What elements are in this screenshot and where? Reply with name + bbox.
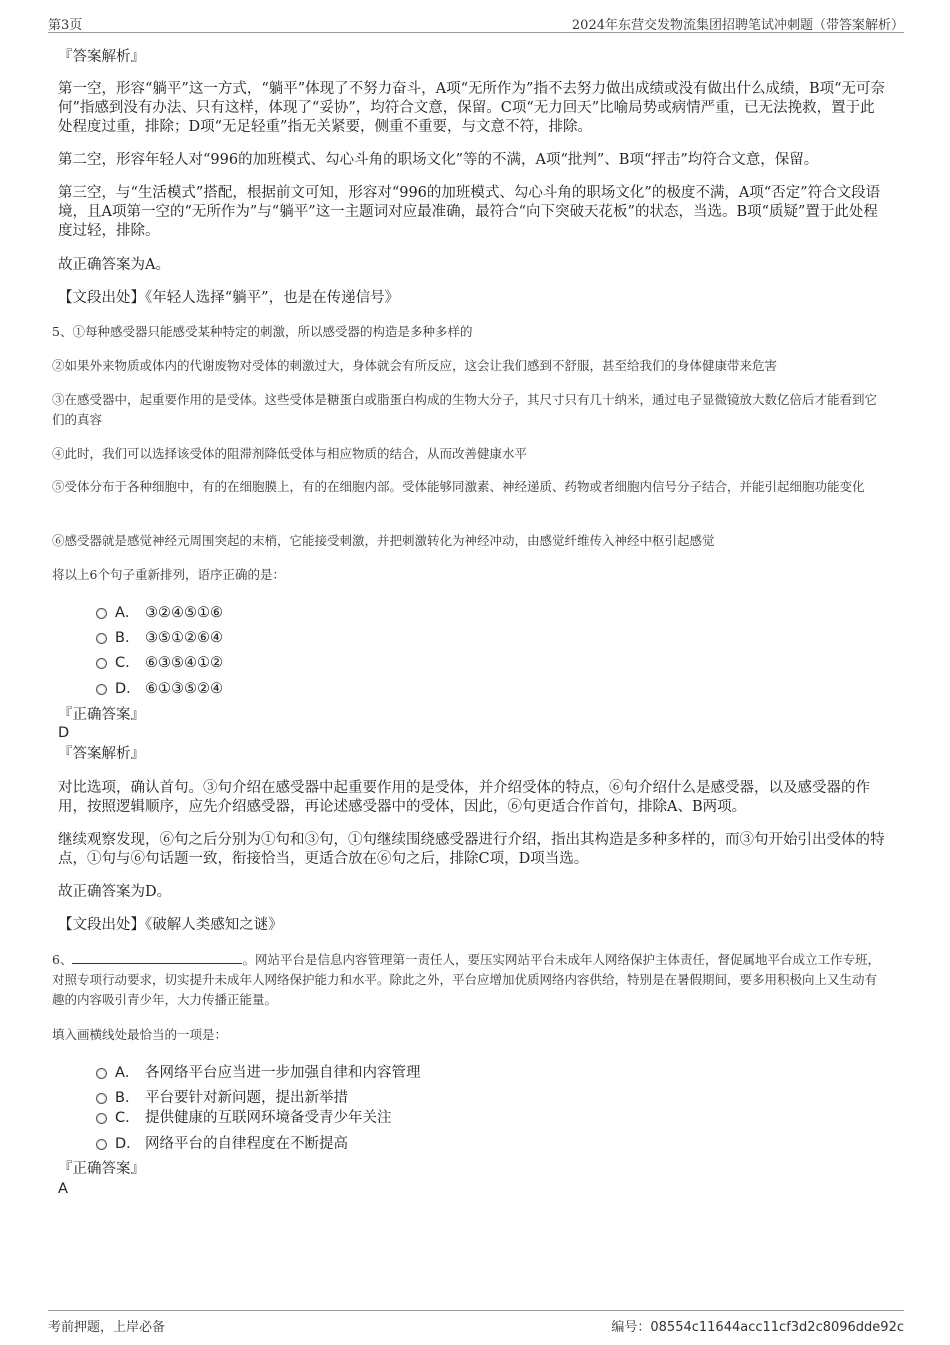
option-label: D． [115, 1136, 141, 1152]
q5-prompt: 将以上6个句子重新排列，语序正确的是： [52, 567, 285, 582]
q5-analysis-p1: 对比选项，确认首句。③句介绍在感受器中起重要作用的是受体，并介绍受体的特点，⑥句介绍什么是感受器，以及感受器的作用，按照逻辑顺序，应先介绍感受器，再论述感受器中的受体，因此，⑥句更适合作首句，排除A、B两项。 [58, 780, 870, 815]
option-text: ⑥③⑤④①② [145, 655, 223, 671]
q6-answer: A [58, 1181, 68, 1197]
fill-in-blank[interactable] [72, 950, 242, 964]
q4-analysis-p1: 第一空，形容“躺平”这一方式，“躺平”体现了不努力奋斗，A项“无所作为”指不去努力做出成绩或没有做出什么成绩，B项“无可奈何”指感到没有办法、只有这样，体现了“妥协”，均符合文意，保留。C项“无力回天”比喻局势或病情严重，已无法挽救，置于此处程度过重，排除；D项“无足轻重”指无关紧要，侧重不重要，与文意不符，排除。 [58, 81, 886, 135]
option-text: 提供健康的互联网环境备受青少年关注 [145, 1110, 392, 1126]
option-label: B． [115, 630, 140, 646]
option-text: 平台要针对新问题，提出新举措 [145, 1090, 348, 1106]
option-label: B． [115, 1090, 140, 1106]
q5-analysis-label: 『答案解析』 [58, 746, 145, 762]
q4-analysis-p2: 第二空，形容年轻人对“996的加班模式、勾心斗角的职场文化”等的不满，A项“批判”、B项“抨击”均符合文意，保留。 [58, 152, 819, 168]
q6-number: 6、 [52, 952, 73, 967]
option-text: 网络平台的自律程度在不断提高 [145, 1136, 348, 1152]
option-label: D． [115, 681, 141, 697]
option-label: A． [115, 1065, 140, 1081]
option-label: C． [115, 1110, 140, 1126]
q5-sentence-4: ④此时，我们可以选择该受体的阻滞剂降低受体与相应物质的结合，从而改善健康水平 [52, 446, 528, 461]
q6-stem-text: 。网站平台是信息内容管理第一责任人，要压实网站平台未成年人网络保护主体责任，督促属地平台成立工作专班，对照专项行动要求，切实提升未成年人网络保护能力和水平。除此之外，平台应增加优质网络内容供给，特别是在暑假期间，要多用积极向上又生动有趣的内容吸引青少年，大力传播正能量。 [52, 952, 880, 1007]
q4-source: 【文段出处】《年轻人选择“躺平”，也是在传递信号》 [58, 290, 400, 306]
q5-option-a[interactable] [96, 601, 223, 622]
q4-analysis-label: 『答案解析』 [58, 49, 145, 65]
page-footer [48, 1310, 904, 1341]
option-text: 各网络平台应当进一步加强自律和内容管理 [145, 1065, 421, 1081]
q5-option-c[interactable] [96, 651, 223, 672]
q5-option-b[interactable] [96, 626, 223, 647]
option-label: C． [115, 655, 140, 671]
q5-answer-label: 『正确答案』 [58, 707, 145, 723]
radio-button[interactable] [96, 1139, 107, 1150]
page-header [48, 12, 904, 33]
radio-button[interactable] [96, 1113, 107, 1124]
q5-sentence-1: 5、①每种感受器只能感受某种特定的刺激，所以感受器的构造是多种多样的 [52, 324, 473, 339]
q6-option-b[interactable] [96, 1086, 348, 1107]
document-title: 2024年东营交发物流集团招聘笔试冲刺题（带答案解析） [571, 18, 904, 33]
radio-button[interactable] [96, 633, 107, 644]
q5-sentence-3: ③在感受器中，起重要作用的是受体。这些受体是糖蛋白或脂蛋白构成的生物大分子，其尺寸只有几十纳米，通过电子显微镜放大数亿倍后才能看到它们的真容 [52, 392, 878, 427]
radio-button[interactable] [96, 1093, 107, 1104]
q4-conclusion: 故正确答案为A。 [58, 257, 170, 273]
option-label: A． [115, 605, 140, 621]
q5-analysis-p2: 继续观察发现，⑥句之后分别为①句和③句，①句继续围绕感受器进行介绍，指出其构造是多种多样的，而③句开始引出受体的特点，①句与⑥句话题一致，衔接恰当，更适合放在⑥句之后，排除C项，D项当选。 [58, 832, 885, 867]
footer-slogan: 考前押题，上岸必备 [48, 1320, 166, 1335]
q6-option-a[interactable] [96, 1061, 421, 1082]
q5-answer: D [58, 725, 70, 741]
q5-conclusion: 故正确答案为D。 [58, 884, 172, 900]
q6-option-d[interactable] [96, 1132, 348, 1153]
radio-button[interactable] [96, 684, 107, 695]
q5-sentence-5: ⑤受体分布于各种细胞中，有的在细胞膜上，有的在细胞内部。受体能够同激素、神经递质、药物或者细胞内信号分子结合，并能引起细胞功能变化 [52, 479, 865, 494]
q4-analysis-p3: 第三空，与“生活模式”搭配，根据前文可知，形容对“996的加班模式、勾心斗角的职场文化”的极度不满，A项“否定”符合文段语境，且A项第一空的“无所作为”与“躺平”这一主题词对应最准确，最符合“向下突破天花板”的状态，当选。B项“质疑”置于此处程度过轻，排除。 [58, 185, 881, 239]
q5-sentence-2: ②如果外来物质或体内的代谢废物对受体的刺激过大，身体就会有所反应，这会让我们感到不舒服，甚至给我们的身体健康带来危害 [52, 358, 778, 373]
page-number: 第3页 [48, 18, 83, 33]
q6-prompt: 填入画横线处最恰当的一项是： [52, 1027, 228, 1042]
option-text: ③②④⑤①⑥ [145, 605, 223, 621]
radio-button[interactable] [96, 658, 107, 669]
q5-sentence-6: ⑥感受器就是感觉神经元周围突起的末梢，它能接受刺激，并把刺激转化为神经冲动，由感觉纤维传入神经中枢引起感觉 [52, 533, 715, 548]
q6-stem [52, 950, 888, 1010]
option-text: ③⑤①②⑥④ [145, 630, 223, 646]
document-id: 编号：08554c11644acc11cf3d2c8096dde92c [611, 1320, 904, 1335]
radio-button[interactable] [96, 1068, 107, 1079]
q5-option-d[interactable] [96, 677, 223, 698]
radio-button[interactable] [96, 608, 107, 619]
q6-option-c[interactable] [96, 1106, 392, 1127]
q5-source: 【文段出处】《破解人类感知之谜》 [58, 917, 283, 933]
option-text: ⑥①③⑤②④ [145, 681, 223, 697]
q6-answer-label: 『正确答案』 [58, 1161, 145, 1177]
